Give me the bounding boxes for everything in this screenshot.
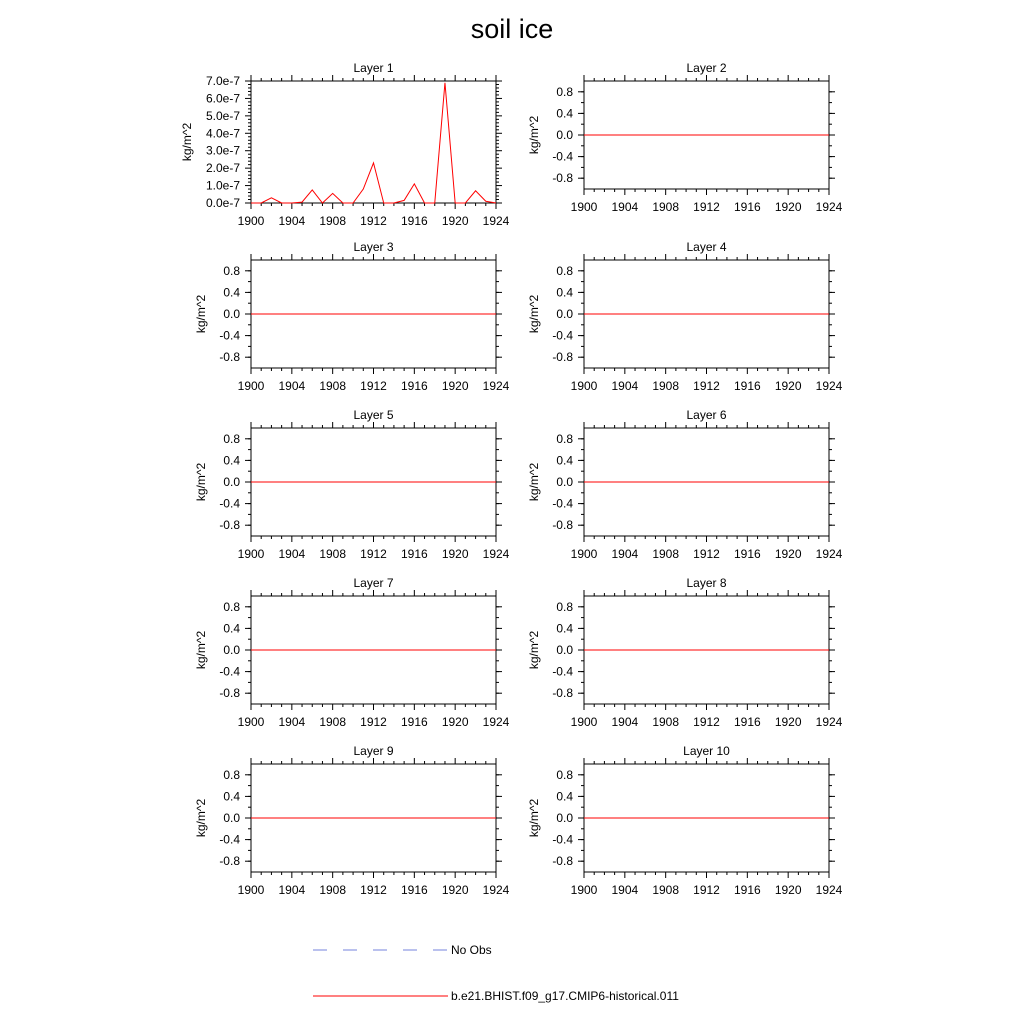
x-tick-label: 1904 xyxy=(278,547,306,561)
x-tick-label: 1900 xyxy=(237,715,265,729)
x-tick-label: 1920 xyxy=(441,715,469,729)
x-tick-label: 1904 xyxy=(611,883,639,897)
y-axis-label: kg/m^2 xyxy=(194,462,208,502)
x-tick-label: 1904 xyxy=(278,379,306,393)
y-tick-label: -0.4 xyxy=(219,328,240,343)
panel-4 xyxy=(527,240,843,393)
x-tick-label: 1904 xyxy=(611,379,639,393)
y-axis-label: kg/m^2 xyxy=(194,798,208,838)
x-tick-label: 1912 xyxy=(693,883,720,897)
x-tick-label: 1916 xyxy=(400,883,428,897)
x-tick-label: 1920 xyxy=(441,379,469,393)
x-tick-label: 1912 xyxy=(693,715,720,729)
x-tick-label: 1924 xyxy=(815,883,843,897)
x-tick-label: 1924 xyxy=(482,883,510,897)
x-tick-label: 1900 xyxy=(570,883,598,897)
panel-title: Layer 4 xyxy=(686,240,727,254)
y-tick-label: 0.8 xyxy=(556,84,573,99)
panel-title: Layer 9 xyxy=(353,744,394,758)
figure-title: soil ice xyxy=(470,14,554,44)
panel-7 xyxy=(194,576,510,729)
y-tick-label: -0.4 xyxy=(552,496,573,511)
y-tick-label: -0.8 xyxy=(552,350,573,365)
y-tick-label: -0.4 xyxy=(552,664,573,679)
y-tick-label: 0.4 xyxy=(223,621,240,636)
y-tick-label: 0.8 xyxy=(223,431,240,446)
y-tick-label: 0.0 xyxy=(556,811,573,825)
x-tick-label: 1916 xyxy=(733,715,761,729)
x-tick-label: 1924 xyxy=(482,214,510,228)
y-tick-label: -0.8 xyxy=(219,686,240,701)
x-tick-label: 1920 xyxy=(441,547,469,561)
y-tick-label: 0.8 xyxy=(223,599,240,614)
x-tick-label: 1900 xyxy=(570,715,598,729)
x-tick-label: 1900 xyxy=(237,379,265,393)
x-tick-label: 1904 xyxy=(278,715,306,729)
x-tick-label: 1900 xyxy=(570,379,598,393)
panel-6 xyxy=(527,408,843,561)
x-tick-label: 1900 xyxy=(570,200,598,214)
x-tick-label: 1908 xyxy=(652,379,680,393)
panel-title: Layer 3 xyxy=(353,240,394,254)
x-tick-label: 1908 xyxy=(319,883,347,897)
x-tick-label: 1908 xyxy=(319,547,347,561)
panel-title: Layer 1 xyxy=(353,61,394,75)
y-axis-label: kg/m^2 xyxy=(527,115,541,155)
x-tick-label: 1920 xyxy=(774,715,802,729)
y-tick-label: 0.8 xyxy=(556,599,573,614)
y-tick-label: -0.4 xyxy=(552,149,573,164)
y-tick-label: -0.4 xyxy=(552,832,573,847)
y-tick-label: -0.8 xyxy=(219,350,240,365)
x-tick-label: 1912 xyxy=(693,547,720,561)
x-tick-label: 1908 xyxy=(319,715,347,729)
y-tick-label: -0.4 xyxy=(219,832,240,847)
x-tick-label: 1912 xyxy=(360,547,387,561)
y-axis-label: kg/m^2 xyxy=(194,294,208,334)
y-tick-label: -0.4 xyxy=(219,496,240,511)
y-tick-label: 0.0 xyxy=(556,128,573,142)
panel-title: Layer 6 xyxy=(686,408,727,422)
panel-title: Layer 7 xyxy=(353,576,394,590)
panel-1 xyxy=(180,61,510,228)
y-tick-label: -0.4 xyxy=(219,664,240,679)
x-tick-label: 1912 xyxy=(360,715,387,729)
x-tick-label: 1908 xyxy=(652,883,680,897)
y-tick-label: 0.0 xyxy=(556,307,573,321)
x-tick-label: 1924 xyxy=(482,547,510,561)
x-tick-label: 1924 xyxy=(815,379,843,393)
x-tick-label: 1920 xyxy=(774,200,802,214)
legend-label: No Obs xyxy=(451,943,492,957)
y-axis-label: kg/m^2 xyxy=(527,294,541,334)
x-tick-label: 1904 xyxy=(278,883,306,897)
y-tick-label: -0.8 xyxy=(552,171,573,186)
panel-title: Layer 10 xyxy=(683,744,730,758)
x-tick-label: 1916 xyxy=(733,547,761,561)
x-tick-label: 1916 xyxy=(400,715,428,729)
x-tick-label: 1904 xyxy=(611,715,639,729)
y-tick-label: 0.4 xyxy=(223,789,240,804)
x-tick-label: 1908 xyxy=(652,715,680,729)
y-tick-label: 7.0e-7 xyxy=(205,74,240,88)
panel-10 xyxy=(527,744,843,897)
panel-title: Layer 8 xyxy=(686,576,727,590)
x-tick-label: 1920 xyxy=(441,883,469,897)
y-axis-label: kg/m^2 xyxy=(527,462,541,502)
x-tick-label: 1900 xyxy=(570,547,598,561)
y-tick-label: 0.0 xyxy=(556,475,573,489)
y-tick-label: 0.0 xyxy=(223,307,240,321)
y-tick-label: 0.8 xyxy=(556,767,573,782)
x-tick-label: 1912 xyxy=(360,214,387,228)
x-tick-label: 1924 xyxy=(815,547,843,561)
x-tick-label: 1908 xyxy=(652,200,680,214)
y-tick-label: 0.0 xyxy=(223,475,240,489)
y-tick-label: 0.4 xyxy=(556,789,573,804)
y-axis-label: kg/m^2 xyxy=(527,630,541,670)
y-tick-label: -0.8 xyxy=(219,518,240,533)
x-tick-label: 1924 xyxy=(482,379,510,393)
x-tick-label: 1916 xyxy=(733,379,761,393)
y-tick-label: -0.8 xyxy=(552,686,573,701)
x-tick-label: 1916 xyxy=(733,200,761,214)
panel-5 xyxy=(194,408,510,561)
y-tick-label: 0.0 xyxy=(223,643,240,657)
legend xyxy=(313,943,679,1003)
y-tick-label: 0.4 xyxy=(223,453,240,468)
x-tick-label: 1904 xyxy=(611,547,639,561)
x-tick-label: 1908 xyxy=(319,214,347,228)
x-tick-label: 1920 xyxy=(774,379,802,393)
x-tick-label: 1916 xyxy=(733,883,761,897)
y-tick-label: 0.0e-7 xyxy=(205,196,240,210)
y-tick-label: -0.4 xyxy=(552,328,573,343)
y-tick-label: 6.0e-7 xyxy=(205,91,240,106)
x-tick-label: 1912 xyxy=(693,200,720,214)
y-tick-label: -0.8 xyxy=(552,854,573,869)
x-tick-label: 1920 xyxy=(441,214,469,228)
y-tick-label: 2.0e-7 xyxy=(205,161,240,176)
panel-9 xyxy=(194,744,510,897)
x-tick-label: 1900 xyxy=(237,214,265,228)
y-tick-label: 0.4 xyxy=(556,106,573,121)
x-tick-label: 1908 xyxy=(652,547,680,561)
y-tick-label: 5.0e-7 xyxy=(205,108,240,123)
x-tick-label: 1920 xyxy=(774,547,802,561)
y-tick-label: 0.8 xyxy=(223,767,240,782)
y-tick-label: 0.0 xyxy=(223,811,240,825)
y-tick-label: -0.8 xyxy=(552,518,573,533)
x-tick-label: 1912 xyxy=(360,379,387,393)
x-tick-label: 1900 xyxy=(237,547,265,561)
x-tick-label: 1912 xyxy=(360,883,387,897)
series-line xyxy=(251,83,496,203)
x-tick-label: 1916 xyxy=(400,379,428,393)
y-axis-label: kg/m^2 xyxy=(180,122,194,162)
x-tick-label: 1908 xyxy=(319,379,347,393)
y-tick-label: 0.4 xyxy=(223,285,240,300)
x-tick-label: 1904 xyxy=(278,214,306,228)
y-tick-label: 0.8 xyxy=(223,263,240,278)
y-axis-label: kg/m^2 xyxy=(194,630,208,670)
x-tick-label: 1924 xyxy=(482,715,510,729)
x-tick-label: 1912 xyxy=(693,379,720,393)
panel-8 xyxy=(527,576,843,729)
panel-3 xyxy=(194,240,510,393)
y-tick-label: -0.8 xyxy=(219,854,240,869)
x-tick-label: 1920 xyxy=(774,883,802,897)
y-axis-label: kg/m^2 xyxy=(527,798,541,838)
x-tick-label: 1916 xyxy=(400,547,428,561)
x-tick-label: 1916 xyxy=(400,214,428,228)
y-tick-label: 0.4 xyxy=(556,621,573,636)
x-tick-label: 1904 xyxy=(611,200,639,214)
panel-2 xyxy=(527,61,843,214)
legend-label: b.e21.BHIST.f09_g17.CMIP6-historical.011 xyxy=(451,989,679,1003)
y-tick-label: 4.0e-7 xyxy=(205,126,240,141)
y-tick-label: 0.8 xyxy=(556,431,573,446)
y-tick-label: 0.4 xyxy=(556,453,573,468)
panel-title: Layer 2 xyxy=(686,61,727,75)
y-tick-label: 3.0e-7 xyxy=(205,143,240,158)
y-tick-label: 0.0 xyxy=(556,643,573,657)
x-tick-label: 1924 xyxy=(815,200,843,214)
plot-frame xyxy=(251,81,496,203)
y-tick-label: 0.4 xyxy=(556,285,573,300)
x-tick-label: 1900 xyxy=(237,883,265,897)
panel-title: Layer 5 xyxy=(353,408,394,422)
y-tick-label: 1.0e-7 xyxy=(205,178,240,193)
x-tick-label: 1924 xyxy=(815,715,843,729)
y-tick-label: 0.8 xyxy=(556,263,573,278)
